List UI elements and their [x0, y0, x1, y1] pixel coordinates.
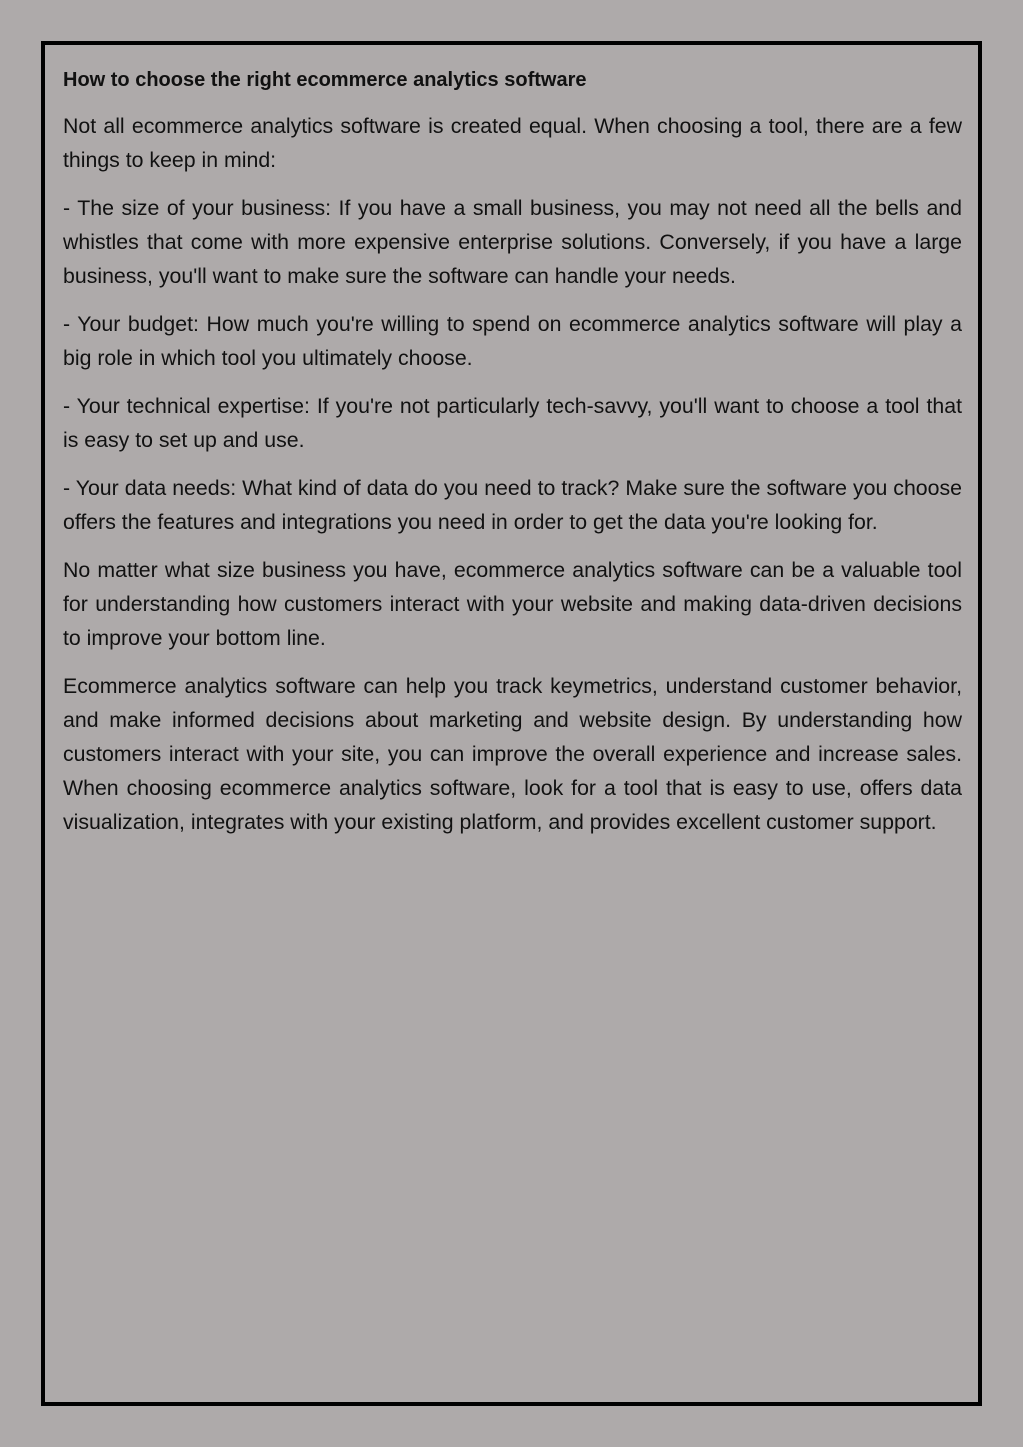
- page-frame: [41, 41, 982, 1406]
- paragraph-summary: No matter what size business you have, ecommerce analytics software can be a valuable tool for understanding how customers interact with your website and making data-driven decisions to improve your bottom line.: [63, 558, 962, 650]
- paragraph-technical-expertise: - Your technical expertise: If you're not particularly tech-savvy, you'll want to choose a tool that is easy to set up and use.: [63, 394, 962, 452]
- paragraph-intro: Not all ecommerce analytics software is created equal. When choosing a tool, there are a few things to keep in mind:: [63, 114, 962, 172]
- paragraph-budget: - Your budget: How much you're willing to spend on ecommerce analytics software will play a big role in which tool you ultimately choose.: [63, 312, 962, 370]
- document-body: [63, 65, 962, 853]
- paragraph-conclusion: Ecommerce analytics software can help you track keymetrics, understand customer behavior, and make informed decisions about marketing and website design. By understanding how customers interact with your site, you can improve the overall experience and increase sales. When choosing ecommerce analytics software, look for a tool that is easy to use, offers data visualization, integrates with your existing platform, and provides excellent customer support.: [63, 674, 962, 834]
- document-heading: How to choose the right ecommerce analytics software: [63, 69, 587, 91]
- paragraph-data-needs: - Your data needs: What kind of data do you need to track? Make sure the software you choose offers the features and integrations you need in order to get the data you're looking for.: [63, 476, 962, 534]
- paragraph-business-size: - The size of your business: If you have a small business, you may not need all the bells and whistles that come with more expensive enterprise solutions. Conversely, if you have a large business, you'll want to make sure the software can handle your needs.: [63, 196, 962, 288]
